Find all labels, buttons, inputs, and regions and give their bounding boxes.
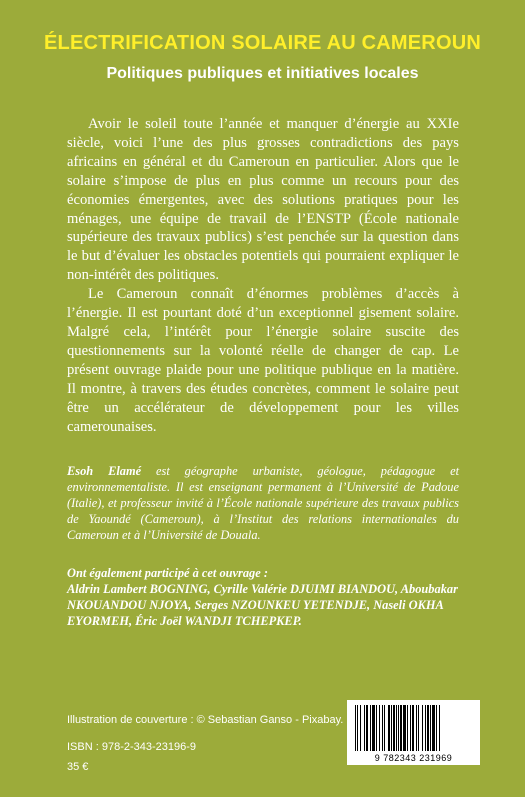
barcode-bar <box>355 705 356 751</box>
book-subtitle: Politiques publiques et initiatives locales <box>106 65 419 82</box>
barcode-bar <box>393 705 395 751</box>
contributors-section <box>67 565 459 629</box>
barcode-bar <box>416 705 417 751</box>
illustration-credit: Illustration de couverture : © Sebastian Ganso - Pixabay. <box>67 714 344 726</box>
barcode <box>347 700 480 765</box>
author-bio <box>67 463 459 543</box>
book-title: ÉLECTRIFICATION SOLAIRE AU CAMEROUN <box>44 32 481 54</box>
barcode-bar <box>376 705 377 751</box>
barcode-bars <box>353 705 474 751</box>
summary-paragraph-2: Le Cameroun connaît d’énormes problèmes d’accès à l’énergie. Il est pourtant doté d’un exceptionnel gisement solaire. Malgré cela, l’intérêt pour l’énergie solaire suscite des questionnements sur la volonté réelle de changer de cap. Le présent ouvrage plaide pour une politique publique en la matière. Il montre, à travers des études concrètes, comment le solaire peut être un accélérateur de développement pour les villes camerounaises. <box>67 286 459 435</box>
barcode-bar <box>398 705 399 751</box>
barcode-bar <box>403 705 406 751</box>
barcode-bar <box>407 705 408 751</box>
contributors-names: Aldrin Lambert BOGNING, Cyrille Valérie DJUIMI BIANDOU, Aboubakar NKOUANDOU NJOYA, Serges NZOUNKEU YETENDJE, Naseli OKHA EYORMEH, Éric Joël WANDJI TCHEPKEP. <box>67 582 458 628</box>
barcode-bar <box>427 705 429 751</box>
barcode-bar <box>372 705 375 751</box>
barcode-bar <box>370 705 371 751</box>
summary-paragraph-1: Avoir le soleil toute l’année et manquer d’énergie au XXIe siècle, voici l’une des plus grosses contradictions des pays africains en général et du Cameroun en particulier. Alors que le solaire s’impose de plus en plus comme un recours pour des économies émergentes, avec des solutions pratiques pour les ménages, une équipe de travail de l’ENSTP (École nationale supérieure des travaux publics) s’est penchée sur la question dans le but d’évaluer les obstacles potentiels qui pourraient expliquer le non-intérêt des politiques. <box>67 116 459 284</box>
barcode-bar <box>364 705 365 751</box>
barcode-bar <box>410 705 411 751</box>
barcode-bar <box>357 705 358 751</box>
back-cover-summary <box>67 115 459 436</box>
barcode-bar <box>391 705 392 751</box>
barcode-bar <box>382 705 383 751</box>
barcode-bar <box>425 705 426 751</box>
barcode-bar <box>366 705 368 751</box>
author-bio-text: est géographe urbaniste, géologue, pédagogue et environnementaliste. Il est enseignant permanent à l’Université de Padoue (Italie), et professeur invité à l’École nationale supérieure des travaux publics de Yaoundé (Cameroun), à l’Institut des relations internationales du Cameroun et à l’Université de Douala. <box>67 464 460 542</box>
barcode-bar <box>436 705 437 751</box>
barcode-bar <box>384 705 385 751</box>
barcode-bar <box>432 705 435 751</box>
barcode-bar <box>418 705 419 751</box>
contributors-heading: Ont également participé à cet ouvrage : <box>67 566 268 580</box>
barcode-bar <box>430 705 431 751</box>
barcode-number: 9 782343 231969 <box>374 753 453 763</box>
barcode-bar <box>379 705 380 751</box>
barcode-bar <box>439 705 440 751</box>
price: 35 € <box>67 761 89 773</box>
isbn: ISBN : 978-2-343-23196-9 <box>67 741 197 753</box>
barcode-bar <box>422 705 423 751</box>
barcode-bar <box>412 705 414 751</box>
author-name: Esoh Elamé <box>67 464 142 478</box>
barcode-bar <box>400 705 402 751</box>
barcode-bar <box>388 705 390 751</box>
barcode-bar <box>360 705 361 751</box>
barcode-bar <box>396 705 397 751</box>
